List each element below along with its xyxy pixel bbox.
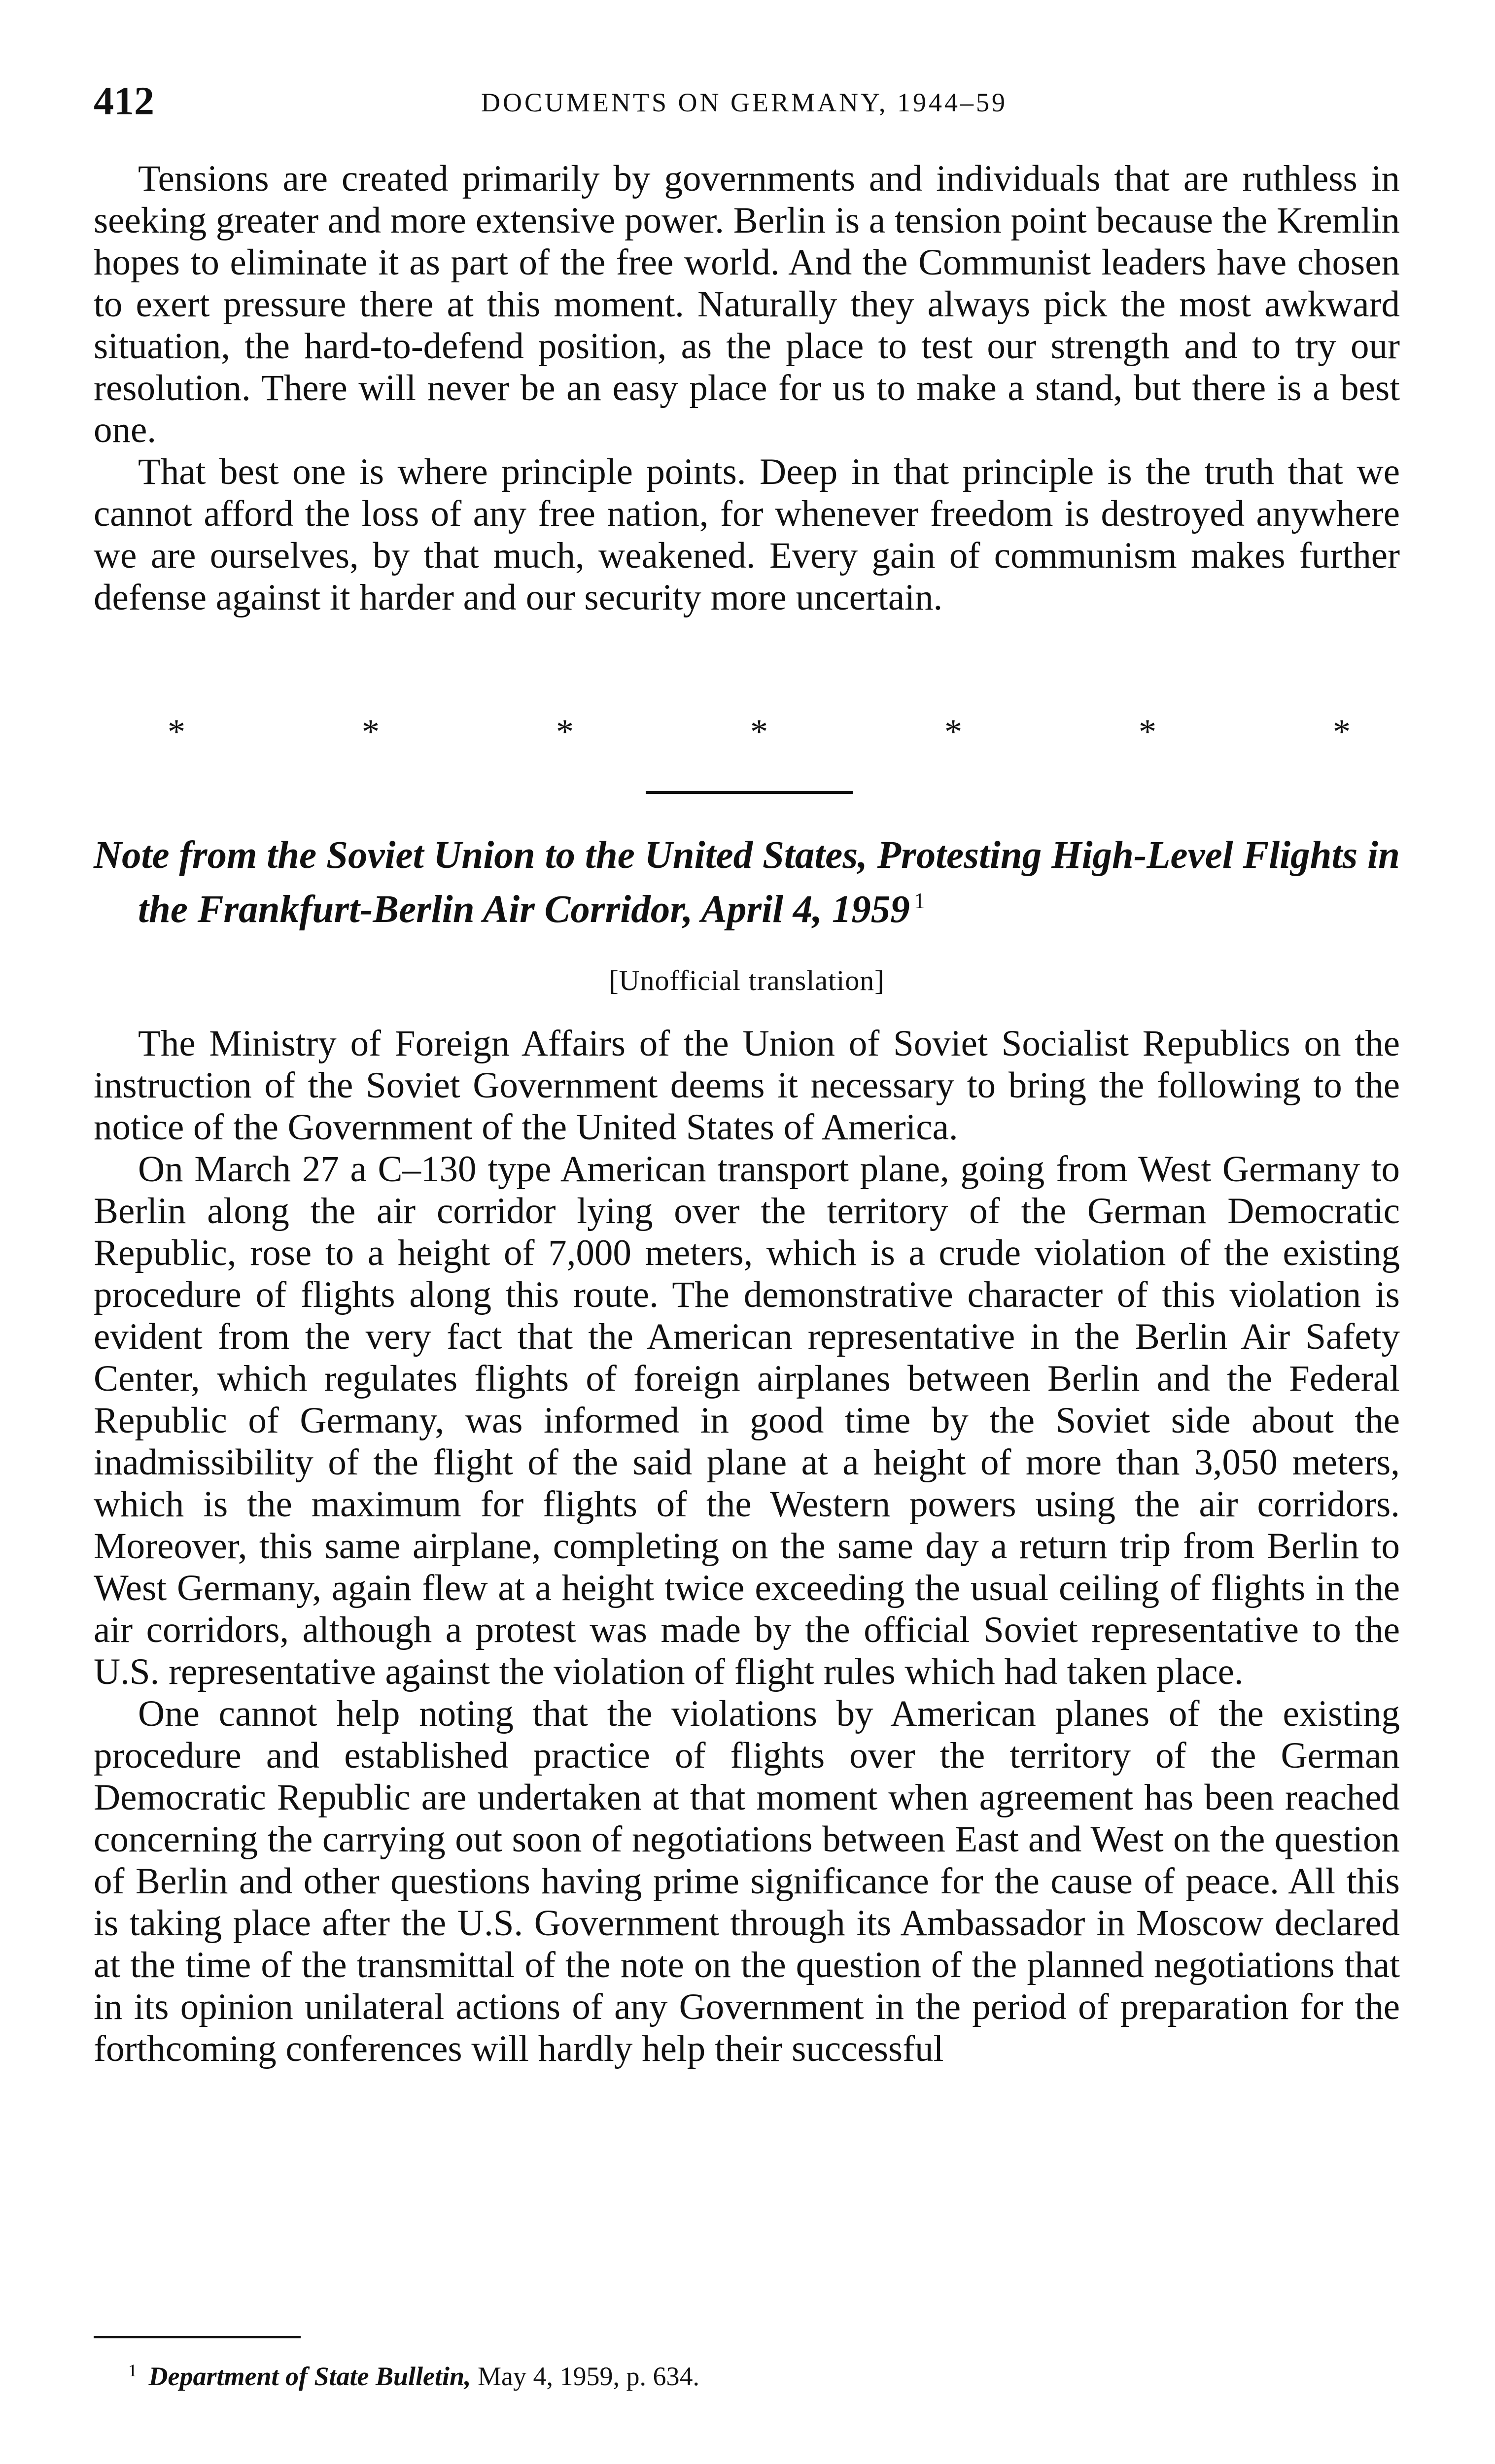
ellipsis-stars xyxy=(168,710,1351,754)
star: * xyxy=(362,712,380,752)
paragraph: One cannot help noting that the violations by American planes of the existing procedure and established practice of flights over the territory of the German Democratic Republic are undertaken at that moment when agreement has been reached concerning the carrying out soon of negotiations between East and West on the question of Berlin and other questions having prime significance for the cause of peace. All this is taking place after the U.S. Government through its Ambassador in Moscow declared at the time of the transmittal of the note on the question of the planned negotiations that in its opinion unilateral actions of any Government in the period of preparation for the forthcoming conferences will hardly help their successful xyxy=(94,1693,1400,2069)
running-head: DOCUMENTS ON GERMANY, 1944–59 xyxy=(481,88,1008,117)
star: * xyxy=(556,712,574,752)
section-divider xyxy=(646,791,853,794)
star: * xyxy=(750,712,768,752)
footnote-source: Department of State Bulletin, xyxy=(148,2361,471,2391)
footnote xyxy=(128,2351,1311,2396)
paragraph: Tensions are created primarily by governments and individuals that are ruthless in seeking greater and more extensive power. Berlin is a tension point because the Kremlin hopes to eliminate it as part of the free world. And the Communist leaders have chosen to exert pressure there at this moment. Naturally they always pick the most awkward situation, the hard-to-defend position, as the place to test our strength and to try our resolution. There will never be an easy place for us to make a stand, but there is a best one. xyxy=(94,158,1400,450)
paragraph: The Ministry of Foreign Affairs of the Union of Soviet Socialist Republics on the instruction of the Soviet Government deems it necessary to bring the following to the notice of the Government of the United States of America. xyxy=(94,1023,1400,1148)
footnote-mark: 1 xyxy=(128,2361,137,2380)
document-title xyxy=(94,833,1400,932)
page-number: 412 xyxy=(94,78,154,123)
paragraph: On March 27 a C–130 type American transport plane, going from West Germany to Berlin along the air corridor lying over the territory of the German Democratic Republic, rose to a height of 7,000 meters, which is a crude violation of the existing procedure of flights along this route. The demonstrative character of this violation is evident from the very fact that the American representative in the Berlin Air Safety Center, which regulates flights of foreign airplanes between Berlin and the Federal Republic of Germany, was informed in good time by the Soviet side about the inadmissibility of the flight of the said plane at a height of more than 3,050 meters, which is the maximum for flights of the Western powers using the air corridors. Moreover, this same airplane, completing on the same day a return trip from Berlin to West Germany, again flew at a height twice exceeding the usual ceiling of flights in the air corridors, although a protest was made by the official Soviet representative to the U.S. representative against the violation of flight rules which had taken place. xyxy=(94,1149,1400,1692)
document-body xyxy=(94,1023,1400,2070)
translation-note: [Unofficial translation] xyxy=(609,964,885,996)
page-header xyxy=(94,74,1395,128)
star: * xyxy=(944,712,962,752)
paragraph: That best one is where principle points. Deep in that principle is the truth that we cannot afford the loss of any free nation, for whenever freedom is destroyed anywhere we are ourselves, by that much, weakened. Every gain of communism makes further defense against it harder and our security more uncertain. xyxy=(94,451,1400,618)
title-footnote-mark: 1 xyxy=(913,888,925,913)
footnote-detail: May 4, 1959, p. 634. xyxy=(478,2361,700,2391)
star: * xyxy=(1333,712,1351,752)
star: * xyxy=(1139,712,1156,752)
document-title-text: Note from the Soviet Union to the United States, Protesting High-Level Flights in the Frankfurt-Berlin Air Corridor, April 4, 1959 xyxy=(94,834,1400,931)
opening-text-block xyxy=(94,158,1400,618)
footnote-divider xyxy=(94,2336,301,2338)
star: * xyxy=(168,712,185,752)
